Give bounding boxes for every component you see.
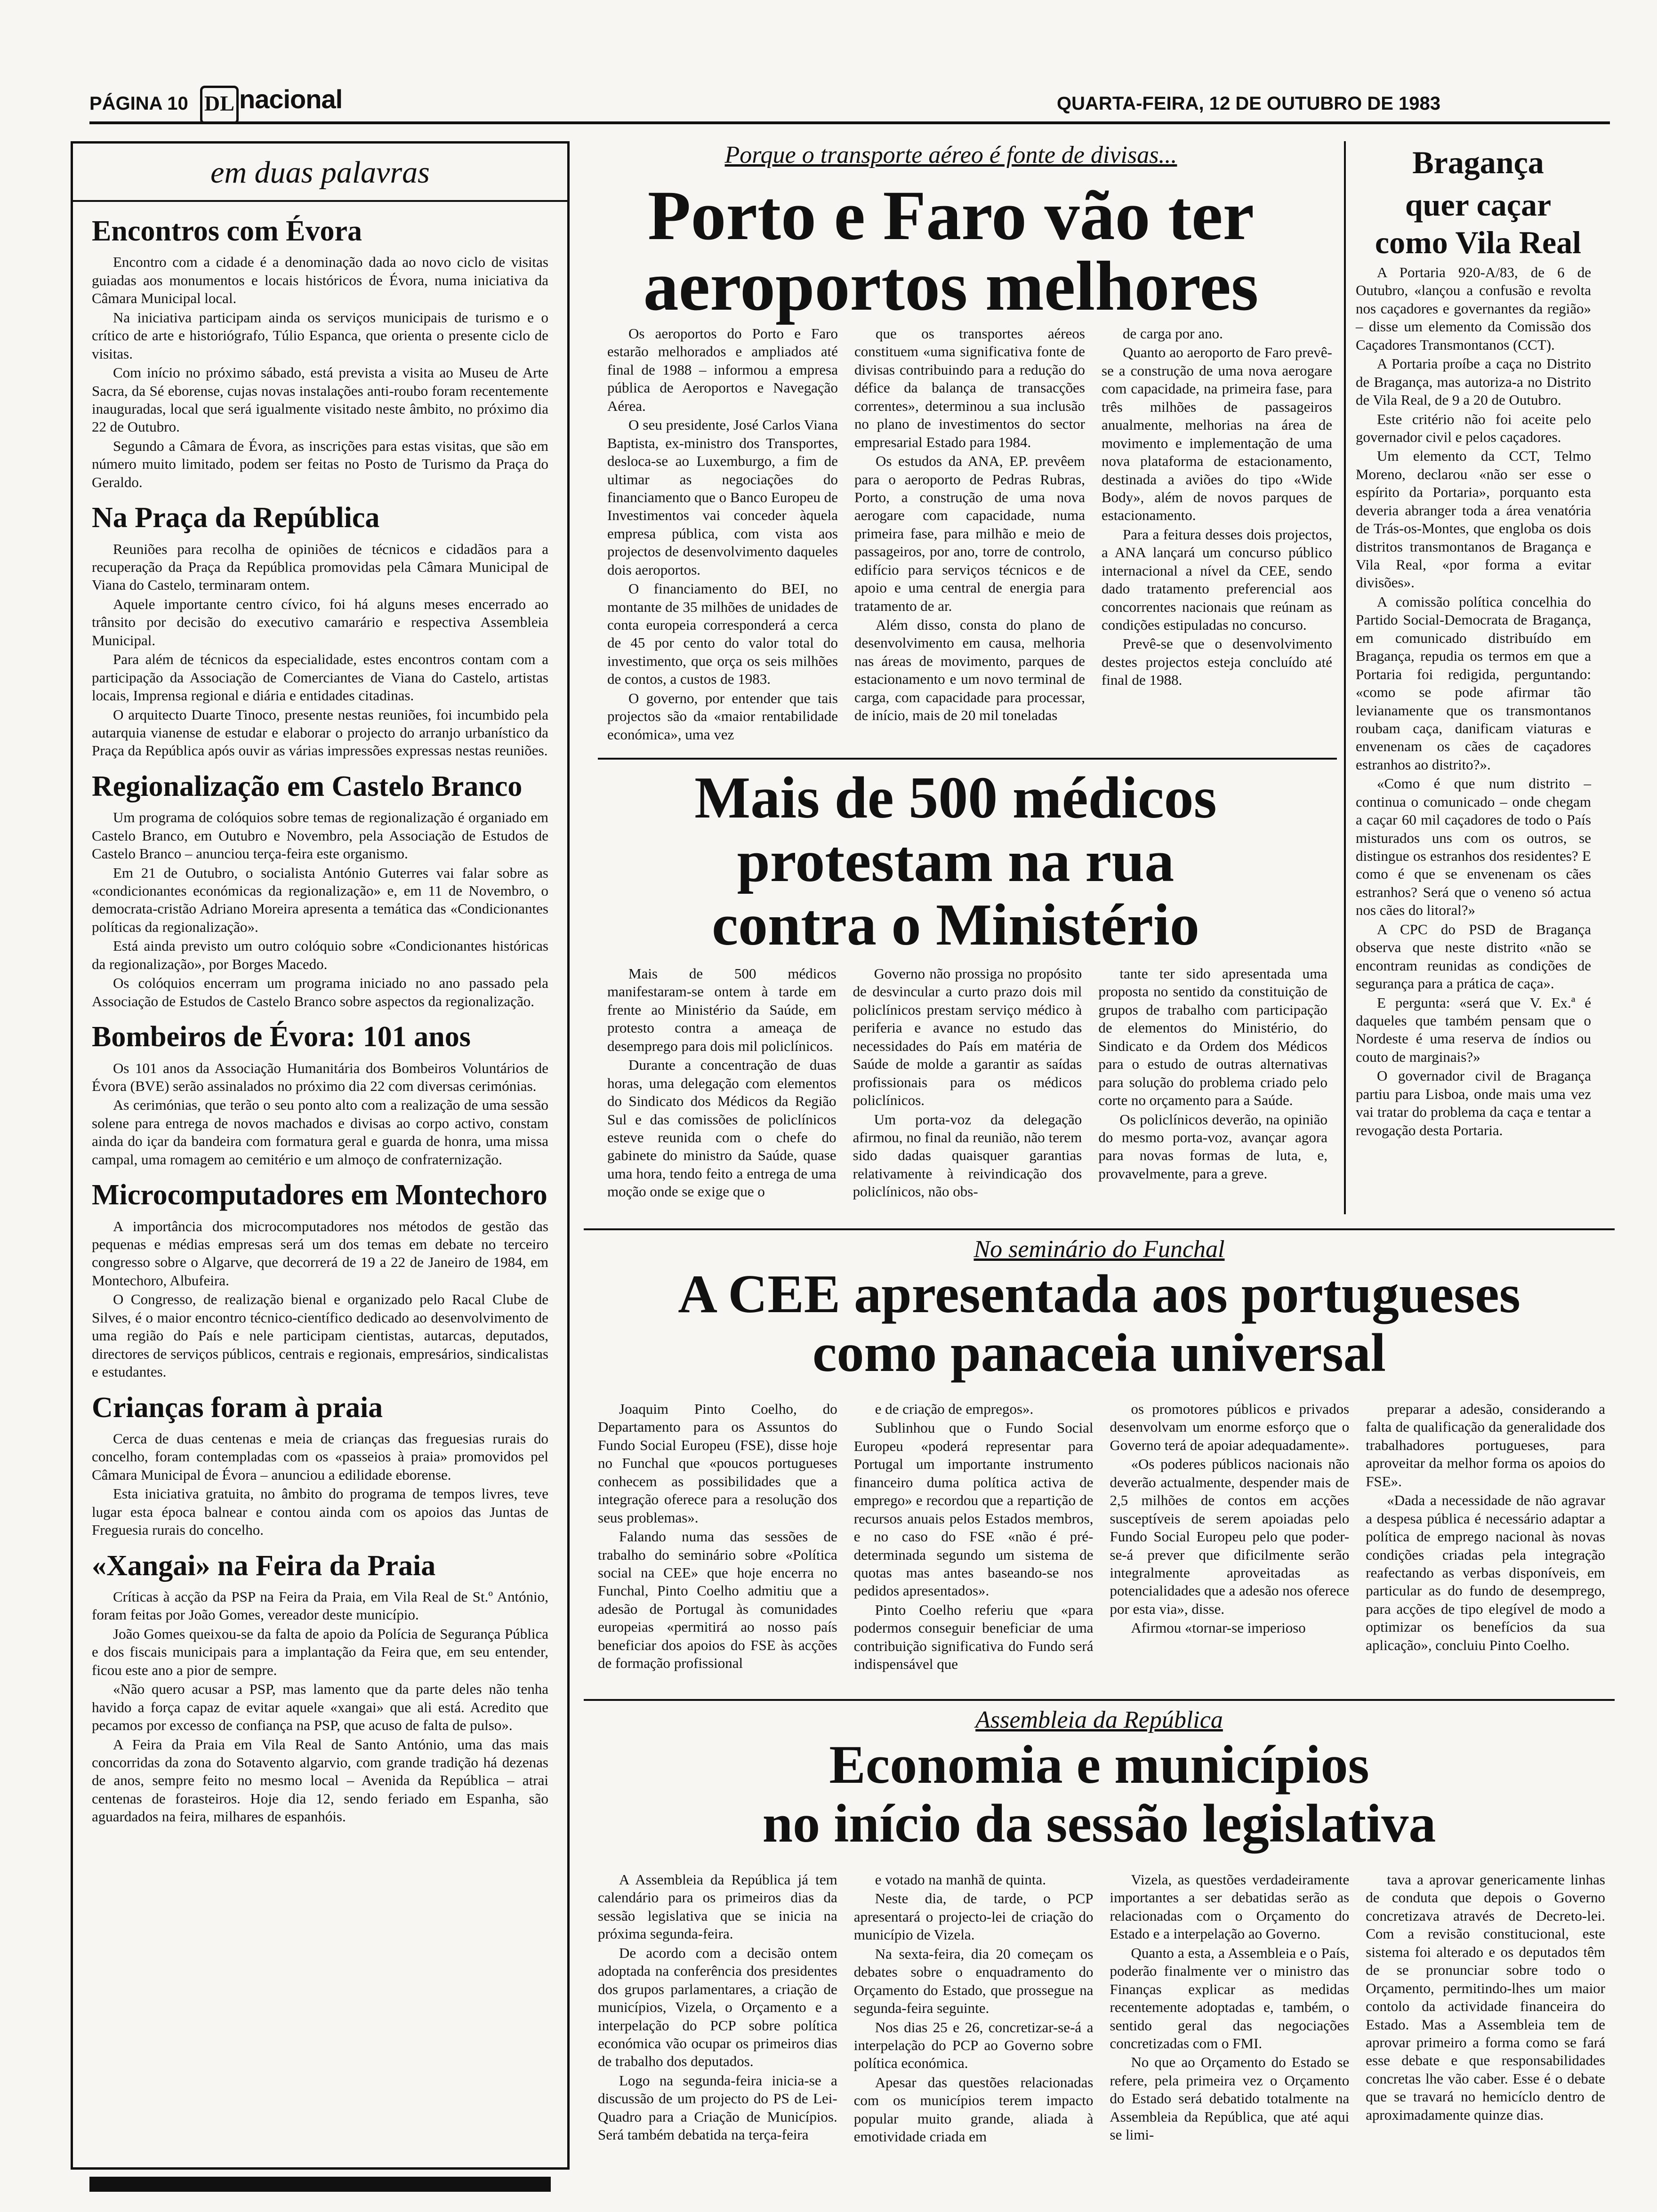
article5-column xyxy=(1366,1871,1605,2125)
sidebar-item-title: Encontros com Évora xyxy=(92,215,362,247)
article5-column xyxy=(854,1871,1094,2147)
sidebar-item-title: Na Praça da República xyxy=(92,502,380,534)
article4-paragraph: «Os poderes públicos nacionais não deverão actualmente, despender mais de 2,5 milhões de contos em acções susceptíveis de serem apoiadas pelo Fundo Social Europeu pelo que poder-se-á prever que dificilmente serão integralmente aproveitadas as potencialidades que a adesão nos oferece por esta via», disse. xyxy=(1110,1456,1350,1617)
article1-paragraph: Os estudos da ANA, EP. prevêem para o aeroporto de Pedras Rubras, Porto, a construção de uma nova aerogare com capacidade, numa primeira fase, para milhão e meio de passageiros, por ano, torre de controlo, edifício para serviços técnicos e de apoio e uma central de energia para tratamento de ar. xyxy=(854,453,1085,614)
issue-date: QUARTA-FEIRA, 12 DE OUTUBRO DE 1983 xyxy=(1057,93,1440,114)
sidebar-item-paragraph: Com início no próximo sábado, está prevista a visita ao Museu de Arte Sacra, da Sé eborense, cujas novas instalações anti-roubo foram recentemente inauguradas, local que será igualmente visitado neste âmbito, no próximo dia 22 de Outubro. xyxy=(92,364,548,435)
sidebar-item-paragraph: Os 101 anos da Associação Humanitária dos Bombeiros Voluntários de Évora (BVE) serão assinalados no próximo dia 22 com diversas cerimónias. xyxy=(92,1059,548,1094)
sidebar-item-paragraph: Cerca de duas centenas e meia de crianças das freguesias rurais do concelho, foram contempladas com os «passeios à praia» promovidos pel Câmara Municipal de Évora – anunciou a edilidade eborense. xyxy=(92,1430,548,1483)
sidebar-list xyxy=(92,205,548,1827)
article5-paragraph: Quanto a esta, a Assembleia e o País, poderão finalmente ver o ministro das Finanças explicar as medidas recentemente adoptadas e, também, o sentido geral das negociações concretizadas com o FMI. xyxy=(1110,1944,1350,2052)
article4-paragraph: os promotores públicos e privados desenvolvam um enorme esforço que o Governo terá de apoiar adequadamente». xyxy=(1110,1401,1350,1453)
article3-paragraph: O governador civil de Bragança partiu para Lisboa, onde mais uma vez vai tratar do problema da caça e tentar a revogação desta Portaria. xyxy=(1356,1067,1591,1138)
sidebar-item-paragraph: O arquitecto Duarte Tinoco, presente nestas reuniões, foi incumbido pela autarquia vianense de estudar e elaborar o projecto do arranjo urbanístico da Praça da República após ouvir as várias impressões expressas nestas reuniões. xyxy=(92,706,548,759)
article5-paragraph: De acordo com a decisão ontem adoptada na conferência dos presidentes dos grupos parlamentares, a criação de municípios, Vizela, o Orçamento e a interpelação do PCP sobre política económica vão ocupar os primeiros dias de trabalho dos deputados. xyxy=(598,1944,837,2070)
sidebar-item-paragraph: Segundo a Câmara de Évora, as inscrições para estas visitas, que são em número muito limitado, podem ser feitas no Posto de Turismo da Praça do Geraldo. xyxy=(92,437,548,490)
article3-column-rule xyxy=(1344,141,1346,1214)
article5-column xyxy=(1110,1871,1350,2145)
article3-title-3: como Vila Real xyxy=(1375,224,1582,260)
article5-paragraph: No que ao Orçamento do Estado se refere, pela primeira vez o Orçamento do Estado será debatido totalmente na Assembleia da República, que até aqui se limi- xyxy=(1110,2054,1350,2143)
article1-paragraph: O seu presidente, José Carlos Viana Baptista, ex-ministro dos Transportes, desloca-se ao Luxemburgo, a fim de ultimar as negociações do financiamento que o Banco Europeu de Investimentos vai conceder àquela empresa pública, com vista aos projectos de desenvolvimento daqueles dois aeroportos. xyxy=(607,417,838,578)
article4-headline-2: como panaceia universal xyxy=(812,1323,1386,1383)
sidebar-item-paragraph: Críticas à acção da PSP na Feira da Praia, em Vila Real de St.º António, foram feitas por João Gomes, vereador deste município. xyxy=(92,1588,548,1623)
article5-headline-1: Economia e municípios xyxy=(829,1735,1369,1795)
article4-column xyxy=(1110,1400,1350,1638)
article4-column xyxy=(854,1400,1094,1675)
article2-headline-3: contra o Ministério xyxy=(712,892,1199,958)
article3-paragraph: Um elemento da CCT, Telmo Moreno, declarou «não ser esse o espírito da Portaria», porquanto esta deveria abranger toda a área venatória de Trás-os-Montes, que engloba os dois distritos transmontanos de Bragança e Vila Real, «por forma a evitar divisões». xyxy=(1356,448,1591,591)
article2-headline-2: protestam na rua xyxy=(737,829,1174,894)
article4-paragraph: e de criação de empregos». xyxy=(875,1401,1034,1417)
article3-paragraph: A comissão política concelhia do Partido Social-Democrata de Bragança, em comunicado distribuído em Bragança, repudia os termos em que a Portaria foi redigida, perguntando: «como se pode afirmar tão levianamente que os transmontanos roubam caça, danificam viaturas e envenenam os cães de caçadores estranhos ao distrito?». xyxy=(1356,593,1591,773)
article5-paragraph: Vizela, as questões verdadeiramente importantes a ser debatidas serão as relacionadas com o Orçamento do Estado e a interpelação ao Governo. xyxy=(1110,1871,1350,1942)
article4-paragraph: Falando numa das sessões de trabalho do seminário sobre «Política social na CEE» que hoje encerra no Funchal, Pinto Coelho admitiu que a adesão de Portugal às comunidades europeias «permitirá ao nosso país beneficiar dos apoios do FSE às acções de formação profissional xyxy=(598,1528,837,1672)
article1-paragraph: que os transportes aéreos constituem «uma significativa fonte de divisas contribuindo para a redução do défice da balança de transacções correntes», determinou a sua inclusão no plano de investimentos do sector empresarial Estado para 1984. xyxy=(854,325,1085,450)
sidebar-item-paragraph: Os colóquios encerram um programa iniciado no ano passado pela Associação de Estudos de Castelo Branco sobre aspectos da regionalização. xyxy=(92,975,548,1010)
article2-paragraph: Os policlínicos deverão, na opinião do mesmo porta-voz, avançar agora para novas formas de luta, e, provavelmente, para a greve. xyxy=(1098,1111,1327,1182)
article2-paragraph: Mais de 500 médicos manifestaram-se ontem à tarde em frente ao Ministério da Saúde, em protesto contra a ameaça de desemprego para dois mil policlínicos. xyxy=(607,965,837,1054)
article5-kicker: Assembleia da República xyxy=(975,1707,1223,1733)
article5-paragraph: Na sexta-feira, dia 20 começam os debates sobre o enquadramento do Orçamento do Estado, que prossegue na segunda-feira seguinte. xyxy=(853,1945,1094,2017)
sidebar-kicker: em duas palavras xyxy=(210,155,430,190)
article1-column xyxy=(1102,325,1332,690)
article1-paragraph: Prevê-se que o desenvolvimento destes projectos esteja concluído até final de 1988. xyxy=(1102,635,1332,689)
article2-paragraph: Um porta-voz da delegação afirmou, no final da reunião, não terem sido dadas quaisquer garantias relativamente à reivindicação dos policlínicos, não obs- xyxy=(853,1111,1082,1200)
sidebar-item-title: Regionalização em Castelo Branco xyxy=(92,770,523,802)
article2-paragraph: Durante a concentração de duas horas, uma delegação com elementos do Sindicato dos Médicos da Região Sul e das comissões de policlínicos esteve reunida com o chefe do gabinete do ministro da Saúde, quase uma hora, tendo feito a entrega de uma moção onde se exige que o xyxy=(607,1057,837,1200)
article1-rule xyxy=(598,758,1337,760)
sidebar-item-paragraph: Um programa de colóquios sobre temas de regionalização é organiado em Castelo Branco, em Outubro e Novembro, pela Associação de Estudos de Castelo Branco – anunciou terça-feira este organismo. xyxy=(92,809,548,862)
article3-paragraph: A Portaria 920-A/83, de 6 de Outubro, «lançou a confusão e revolta nos caçadores e governantes da região» – disse um elemento da Comissão dos Caçadores Transmontanos (CCT). xyxy=(1356,264,1591,353)
sidebar-item-paragraph: Encontro com a cidade é a denominação dada ao novo ciclo de visitas guiadas aos monumentos e locais históricos de Évora, numa iniciativa da Câmara Municipal local. xyxy=(92,254,548,307)
sidebar-item-paragraph: João Gomes queixou-se da falta de apoio da Polícia de Segurança Pública e dos fiscais municipais para a implantação da Feira que, em seu entender, ficou este ano a pior de sempre. xyxy=(92,1625,548,1678)
article1-paragraph: de carga por ano. xyxy=(1123,325,1223,342)
article1-paragraph: Quanto ao aeroporto de Faro prevê-se a construção de uma nova aerogare com capacidade, na primeira fase, para três milhões de passageiros anualmente, melhorias na área de movimento e implementação de uma nova plataforma de estacionamento, destinada a aviões do tipo «Wide Body», além de novos parques de estacionamento. xyxy=(1102,344,1332,524)
masthead xyxy=(89,84,1568,122)
article5-paragraph: Apesar das questões relacionadas com os municípios terem impacto popular muito grande, aliada à emotividade criada em xyxy=(853,2074,1094,2145)
article5-paragraph: tava a aprovar genericamente linhas de conduta que depois o Governo concretizava através de Decreto-lei. Com a revisão constitucional, este sistema foi alterado e os deputados têm de se pronunciar sobre todo o Orçamento, permitindo-lhes um maior contolo da actividade financeira do Estado. Mas a Assembleia tem de aprovar primeiro a forma como se fará esse debate e que responsabilidades concretas lhe vão caber. Esse é o debate que se travará no hemicíclo dentro de aproximadamente quinze dias. xyxy=(1366,1871,1605,2123)
article1-kicker: Porque o transporte aéreo é fonte de divisas... xyxy=(724,142,1177,168)
article2-paragraph: Governo não prossiga no propósito de desvincular a curto prazo dois mil policlínicos prestam serviço médico à periferia e avance no estudo das necessidades do País em matéria de Saúde de molde a garantir as saídas profissionais para os médicos policlínicos. xyxy=(853,965,1082,1109)
article1-paragraph: Para a feitura desses dois projectos, a ANA lançará um concurso público internacional a nível da CEE, sendo dado tratamento preferencial aos concorrentes nacionais que reúnam as condições estipuladas no concurso. xyxy=(1102,526,1332,633)
page-number: PÁGINA 10 xyxy=(89,93,188,114)
article1-paragraph: Além disso, consta do plano de desenvolvimento em causa, melhoria nas áreas de movimento, parques de estacionamento e um novo terminal de carga, com capacidade para processar, de início, mais de 20 mil toneladas xyxy=(854,617,1085,724)
article4-paragraph: Pinto Coelho referiu que «para podermos conseguir beneficiar de uma contribuição significativa do Fundo será indispensável que xyxy=(853,1601,1094,1673)
sidebar-item-paragraph: Para além de técnicos da especialidade, estes encontros contam com a participação da Associação de Comerciantes de Viana do Castelo, artistas locais, Imprensa regional e diária e entidades citadinas. xyxy=(92,651,548,704)
article3-paragraph: A CPC do PSD de Bragança observa que neste distrito «não se encontram reunidas as condições de segurança para a prática de caça». xyxy=(1356,921,1591,992)
article2-column xyxy=(853,965,1082,1202)
article2-paragraph: tante ter sido apresentada uma proposta no sentido da constituição de grupos de trabalho com participação de elementos do Ministério, do Sindicato e da Ordem dos Médicos para o estudo de outras alternativas para solução do problema criado pelo corte no orçamento para a Saúde. xyxy=(1098,965,1327,1109)
article2-column xyxy=(607,965,837,1202)
article1-paragraph: O governo, por entender que tais projectos são da «maior rentabilidade económica», uma vez xyxy=(607,689,838,743)
article3-paragraph: «Como é que num distrito – continua o comunicado – onde chegam a caçar 60 mil caçadores de todo o País misturados uns com os outros, se distingue os estranhos dos residentes? E como é que se envenenam os cães estranhos? Será que o veneno só actua nos cães do litoral?» xyxy=(1356,775,1591,919)
article4-paragraph: preparar a adesão, considerando a falta de qualificação da generalidade dos trabalhadores portugueses, para aproveitar da melhor forma os apoios do FSE». xyxy=(1366,1401,1605,1490)
sidebar-item-paragraph: Em 21 de Outubro, o socialista António Guterres vai falar sobre as «condicionantes económicas da regionalização» e, em 11 de Novembro, o democrata-cristão Adriano Moreira apresenta a temática das «Condicionantes políticas da regionalização». xyxy=(92,864,548,935)
article3-paragraph: A Portaria proíbe a caça no Distrito de Bragança, mas autoriza-a no Distrito de Vila Real, de 9 a 20 de Outubro. xyxy=(1356,355,1591,409)
sidebar-item-paragraph: Na iniciativa participam ainda os serviços municipais de turismo e o crítico de arte e historiógrafo, Túlio Espanca, que orienta o presente ciclo de visitas. xyxy=(92,309,548,362)
sidebar-item-title: Bombeiros de Évora: 101 anos xyxy=(92,1021,471,1053)
article4-column xyxy=(1366,1400,1605,1655)
sidebar-item-paragraph: A Feira da Praia em Vila Real de Santo António, uma das mais concorridas da zona do Sotavento algarvio, com grande tradição há dezenas de anos, sempre feito no mesmo local – Avenida da República – atrai centenas de forasteiros. Hoje dia 12, sendo feriado em Espanha, são aguardados na feira, milhares de espanhóis. xyxy=(92,1736,548,1825)
article1-paragraph: Os aeroportos do Porto e Faro estarão melhorados e ampliados até final de 1988 – informou a empresa pública de Aeroportos e Navegação Aérea. xyxy=(607,325,838,414)
article5-paragraph: A Assembleia da República já tem calendário para os primeiros dias da sessão legislativa que se inicia na próxima segunda-feira. xyxy=(598,1871,837,1942)
article4-paragraph: Sublinhou que o Fundo Social Europeu «poderá representar para Portugal um importante instrumento financeiro duma política activa de emprego» e recordou que a repartição de recursos anuais pelos Estados membros, e no caso do FSE «não é pré-determinada segundo um sistema de quotas mas antes baseando-se nos pedidos apresentados». xyxy=(853,1419,1094,1599)
article4-paragraph: «Dada a necessidade de não agravar a despesa pública é necessário adaptar a política de emprego nacional às novas condições criadas pela integração reafectando as verbas disponíveis, em particular as do fundo de desemprego, para acções de tipo elegível de modo a optimizar os benefícios da sua aplicação», concluiu Pinto Coelho. xyxy=(1366,1492,1605,1653)
sidebar-item-paragraph: A importância dos microcomputadores nos métodos de gestão das pequenas e médias empresas será um dos temas em debate no terceiro congresso sobre o Algarve, que decorrerá de 19 a 22 de Janeiro de 1984, em Montechoro, Albufeira. xyxy=(92,1218,548,1289)
section-name: nacional xyxy=(239,84,343,114)
footer-rule xyxy=(89,2177,551,2192)
sidebar-item-title: «Xangai» na Feira da Praia xyxy=(92,1549,436,1582)
article4-headline-1: A CEE apresentada aos portugueses xyxy=(678,1264,1520,1324)
article1-column xyxy=(854,325,1085,726)
sidebar-item-paragraph: O Congresso, de realização bienal e organizado pelo Racal Clube de Silves, é o maior encontro técnico-científico dedicado ao desenvolvimento de uma região do País e nele participam cientistas, autarcas, deputados, directores de serviços públicos, centrais e regionais, empresários, sindicalistas e estudantes. xyxy=(92,1291,548,1380)
newspaper-logo: DL xyxy=(200,86,239,124)
sidebar-item-paragraph: «Não quero acusar a PSP, mas lamento que da parte deles não tenha havido a força capaz de evitar aquele «xangai» que ali está. Acredito que pecamos por excesso de confiança na PSP, que acuso de falta de pulso». xyxy=(92,1681,548,1734)
sidebar-item-paragraph: Esta iniciativa gratuita, no âmbito do programa de tempos livres, teve lugar esta época balnear e contou ainda com os apoios das Juntas de Freguesia rurais do concelho. xyxy=(92,1485,548,1539)
article5-paragraph: Logo na segunda-feira inicia-se a discussão de um projecto do PS de Lei-Quadro para a Criação de Municípios. Será também debatida na terça-feira xyxy=(598,2072,837,2143)
article2-rule xyxy=(584,1228,1615,1230)
article4-paragraph: Afirmou «tornar-se imperioso xyxy=(1131,1619,1306,1636)
article3-paragraph: Este critério não foi aceite pelo governador civil e pelos caçadores. xyxy=(1356,410,1591,445)
article4-column xyxy=(598,1400,837,1674)
article5-column xyxy=(598,1871,837,2145)
sidebar-item-title: Crianças foram à praia xyxy=(92,1391,383,1424)
article5-headline-2: no início da sessão legislativa xyxy=(762,1794,1436,1854)
article3-title-2: quer caçar xyxy=(1405,187,1552,223)
article5-paragraph: Neste dia, de tarde, o PCP apresentará o projecto-lei de criação do município de Vizela. xyxy=(853,1890,1094,1943)
article1-headline-2: aeroportos melhores xyxy=(643,247,1259,325)
sidebar-box xyxy=(71,141,570,2170)
article1-column xyxy=(607,325,838,745)
article3-title-1: Bragança xyxy=(1412,144,1544,180)
article4-rule xyxy=(584,1699,1615,1701)
sidebar-item-paragraph: Aquele importante centro cívico, foi há alguns meses encerrado ao trânsito por decisão do executivo camarário e respectiva Assembleia Municipal. xyxy=(92,595,548,649)
sidebar-item-paragraph: Reuniões para recolha de opiniões de técnicos e cidadãos para a recuperação da Praça da República promovidas pela Câmara Municipal de Viana do Castelo, terminaram ontem. xyxy=(92,540,548,593)
article3-paragraph: E pergunta: «será que V. Ex.ª é daqueles que também pensam que o Nordeste é uma reserva de índios ou couto de marginais?» xyxy=(1356,994,1591,1065)
article1-headline-1: Porto e Faro vão ter xyxy=(647,176,1255,255)
article2-column xyxy=(1098,965,1327,1184)
article3-body xyxy=(1356,264,1591,1140)
sidebar-item-paragraph: As cerimónias, que terão o seu ponto alto com a realização de uma sessão solene para entrega de novos machados e divisas ao corpo activo, constam ainda do içar da bandeira com formatura geral e guarda de honra, uma missa campal, uma romagem ao cemitério e um almoço de confraternização. xyxy=(92,1097,548,1168)
article4-kicker: No seminário do Funchal xyxy=(973,1236,1225,1263)
masthead-rule xyxy=(89,121,1610,124)
article5-paragraph: e votado na manhã de quinta. xyxy=(875,1871,1046,1888)
article4-paragraph: Joaquim Pinto Coelho, do Departamento para os Assuntos do Fundo Social Europeu (FSE), disse hoje no Funchal que «poucos portugueses conhecem as possibilidades que a integração oferece para a resolução dos seus problemas». xyxy=(598,1401,837,1526)
article5-paragraph: Nos dias 25 e 26, concretizar-se-á a interpelação do PCP ao Governo sobre política económica. xyxy=(853,2019,1094,2072)
sidebar-kicker-rule xyxy=(73,200,567,202)
sidebar-item-paragraph: Está ainda previsto um outro colóquio sobre «Condicionantes históricas da regionalização», por Borges Macedo. xyxy=(92,938,548,972)
article1-paragraph: O financiamento do BEI, no montante de 35 milhões de unidades de conta europeia corresponderá a cerca de 45 por cento do valor total do investimento, que orça os seis milhões de contos, a custos de 1983. xyxy=(607,580,838,688)
sidebar-item-title: Microcomputadores em Montechoro xyxy=(92,1179,547,1211)
article2-headline-1: Mais de 500 médicos xyxy=(694,765,1217,831)
